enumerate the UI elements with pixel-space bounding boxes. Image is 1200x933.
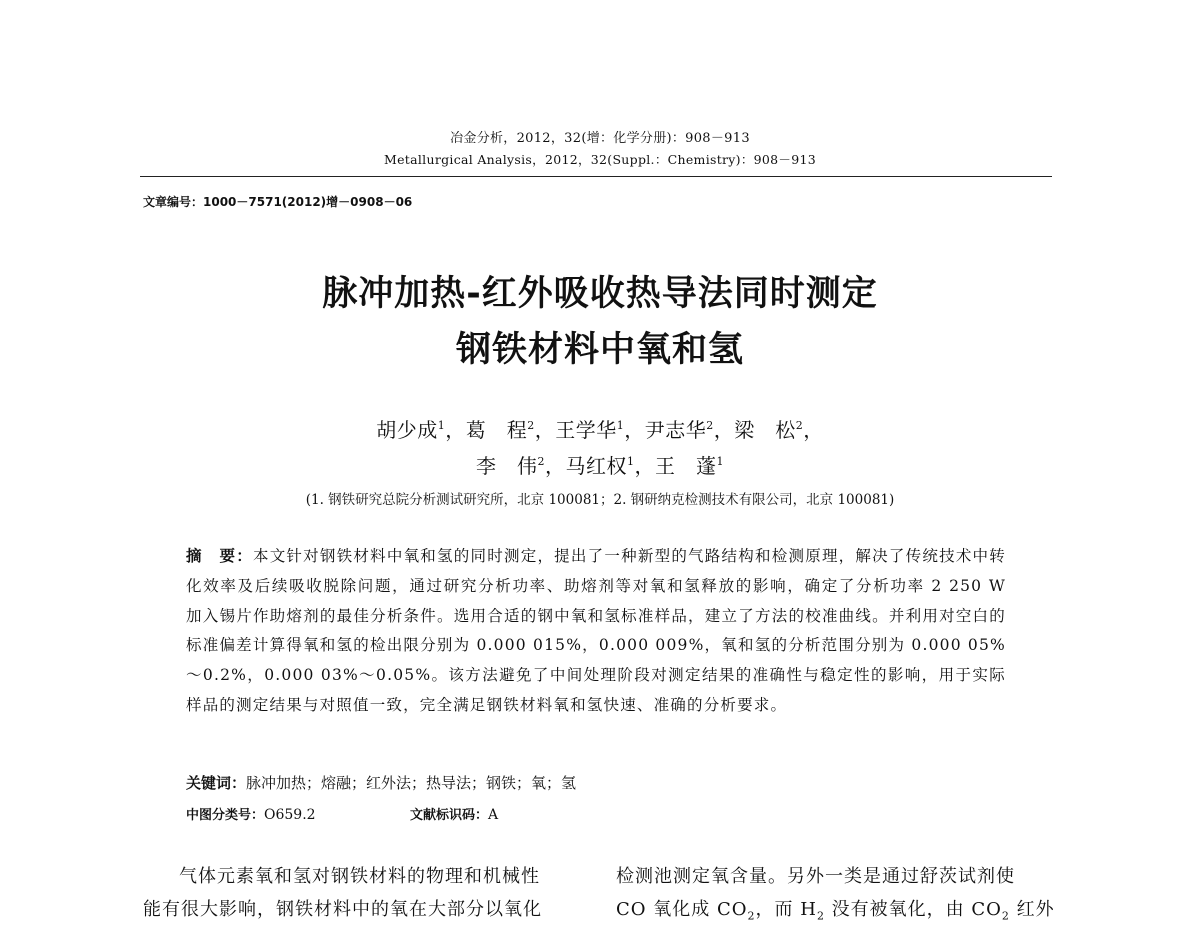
authors-line-1 (0, 414, 1200, 443)
body-left-line-2: 能有很大影响，钢铁材料中的氧在大部分以氧化 (143, 899, 542, 920)
classification (186, 804, 316, 823)
body-right-line-1: 检测池测定氧含量。另外一类是通过舒茨试剂使 (616, 866, 1015, 887)
author-name: 梁 松 (734, 418, 796, 442)
author-separator: ， (445, 418, 466, 442)
abstract-label: 摘 要： (186, 547, 253, 565)
author-affil-mark: 1 (627, 455, 635, 468)
classification-label: 中图分类号： (186, 808, 265, 823)
author-separator: ， (534, 418, 556, 442)
journal-citation-cn: 冶金分析，2012，32(增：化学分册)：908－913 (450, 131, 750, 146)
body-right-text: ，而 H (755, 899, 817, 920)
author-name: 胡少成 (376, 418, 438, 442)
author-affil-mark: 1 (437, 419, 446, 432)
body-right-text: 红外 (1009, 899, 1055, 920)
subscript: 2 (1001, 909, 1010, 923)
body-column-right (616, 860, 1056, 933)
author-affil-mark: 1 (616, 419, 625, 432)
body-right-text: 没有被氧化，由 CO (824, 899, 1002, 920)
affiliation: (1. 钢铁研究总院分析测试研究所，北京 100081；2. 钢研纳克检测技术有限公司，北京 100081) (305, 492, 895, 508)
body-left-line-1: 气体元素氧和氢对钢铁材料的物理和机械性 (179, 866, 540, 887)
author-separator: ， (545, 454, 566, 478)
title-line-1: 脉冲加热-红外吸收热导法同时测定 (322, 274, 878, 314)
author-affil-mark: 2 (706, 419, 714, 432)
author-name: 李 伟 (476, 454, 538, 478)
classification-value: O659.2 (264, 807, 316, 823)
body-right-line-2 (616, 893, 1056, 933)
title-line-2: 钢铁材料中氧和氢 (455, 330, 744, 370)
author-affil-mark: 2 (795, 419, 804, 432)
keywords-text: 脉冲加热；熔融；红外法；热导法；钢铁；氧；氢 (246, 774, 577, 792)
abstract-text: 本文针对钢铁材料中氧和氢的同时测定，提出了一种新型的气路结构和检测原理，解决了传统技术中转化效率及后续吸收脱除问题，通过研究分析功率、助熔剂等对氧和氢释放的影响，确定了分析功率 2 250 W 加入锡片作助熔剂的最佳分析条件。选用合适的钢中氧和氢标准样品，建立了方法的校准曲线。并利用对空白的标准偏差计算得氧和氢的检出限分别为 0.000 015%，0.000 009%，氧和氢的分析范围分别为 0.000 05%～0.2%，0.000 03%～0.05%。该方法避免了中间处理阶段对测定结果的准确性与稳定性的影响，用于实际样品的测定结果与对照值一致，完全满足钢铁材料氧和氢快速、准确的分析要求。 (186, 547, 1006, 714)
keywords (186, 772, 576, 793)
author-name: 葛 程 (465, 418, 528, 442)
author-name: 尹志华 (644, 418, 707, 442)
authors-line-2 (0, 450, 1200, 479)
subscript: 2 (816, 909, 825, 923)
author-separator: ， (634, 454, 655, 478)
author-separator: ， (624, 418, 645, 442)
author-name: 王学华 (555, 418, 617, 442)
author-separator: ， (713, 418, 735, 442)
document-code-label: 文献标识码： (410, 808, 489, 823)
author-affil-mark: 2 (527, 419, 535, 432)
journal-citation-en: Metallurgical Analysis，2012，32(Suppl.：Chemistry)：908－913 (384, 152, 816, 167)
body-column-left (143, 860, 583, 926)
abstract (186, 542, 1006, 721)
author-name: 王 蓬 (655, 454, 717, 478)
document-code (410, 804, 498, 823)
author-separator: ， (803, 418, 824, 442)
author-affil-mark: 2 (537, 455, 545, 468)
author-name: 马红权 (565, 454, 627, 478)
author-affil-mark: 1 (716, 455, 724, 468)
header-rule (140, 176, 1052, 177)
subscript: 2 (747, 909, 756, 923)
keywords-label: 关键词： (186, 774, 247, 792)
body-right-text: CO 氧化成 CO (616, 899, 748, 920)
article-number: 文章编号：1000－7571(2012)增－0908－06 (143, 195, 413, 209)
document-code-value: A (488, 807, 499, 823)
